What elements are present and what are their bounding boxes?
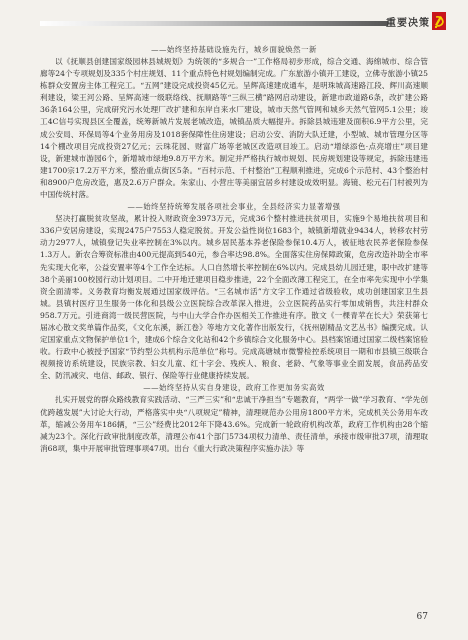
section-heading: ——始终坚持基础设施先行，城乡面貌焕然一新 bbox=[151, 45, 317, 54]
header-rule bbox=[40, 21, 388, 26]
page-header bbox=[40, 12, 446, 36]
article-body bbox=[40, 44, 428, 455]
paragraph: 以《抚顺县创建国家级园林县城规划》为统领的“多规合一”工作格局初步形成，综合交通、海绵城市、综合管廊等24个专项规划及335个村庄规划、11个重点特色村规划编制完成。广东旅游小镇开工建设，立佛寺旅游小镇25栋群众安置房主体工程完工。“五网”建设完成投资45亿元。呈辉高速建成通车，是明珠城高速路江段、辉川高速顺利建设，梁王河公路、呈辉高速一级联络线、抚顺路等“三纵三横”路网启动建设，新建市政道路6条，改扩建公路36条164公里，完成研究污水处理厂改扩建和东岸自来水厂建设，城市天然气管网和城乡天然气管网5.1公里；竣工4C信号实现县区全覆盖，统筹新城片发展老城改造，城镇品质大幅提升。拆除县城违建及面积6.9平方公里，完成公安局、环保局等4个业务用房及1018套保障性住房建设；启动公安、消防大队迁建，小型城、城市管理分区等14个棚改项目完成投资27亿元；云珠花园、财富广场等老城区改造项目竣工。启动“增绿添色·点亮增庄”项目建设，新建城市游园6个，新增城市绿地9.8万平方米。制定并严格执行城市规划、民房规划建设等规定，拆除违建违建1700宗17.2万平方米，整治重点街区5条。“百村示范、千村整治”工程顺利推进，完成6个示范村、43个整治村和8900户危房改造，惠及2.6万户群众。朱家山、小营庄等美丽宜居乡村建设成效明显。海镜、松元石门村被列为中国传统村落。 bbox=[40, 57, 428, 200]
section-heading: ——始终坚持从实自身建设，政府工作更加务实高效 bbox=[143, 383, 325, 393]
section-heading: ——始终坚持统筹发展各项社会事业，全县经济实力显著增强 bbox=[127, 202, 341, 212]
header-title: 重要决策 bbox=[386, 18, 430, 29]
page-number: 67 bbox=[416, 612, 428, 622]
party-emblem-icon bbox=[432, 12, 446, 30]
paragraph: 扎实开展党的群众路线教育实践活动、“三严三实”和“忠诚干净担当”专题教育，“两学一做”学习教育、“学先创优跨越发展”大讨论大行动，严格落实中央“八项规定”精神，清理规范办公用房1800平方米，完成机关公务用车改革，缩减公务用车186辆，“三公”经费比2012年下降43.6%。完成新一轮政府机构改革，政府工作机构由28个缩减为23个。深化行政审批制度改革，清理公布41个部门5734项权力清单、责任清单，承接市级审批37项，清理取消68项，集中开展审批管理事项47项。出台《重大行政决策程序实施办法》等 bbox=[40, 395, 428, 453]
paragraph: 坚决打赢脱贫攻坚战，累计投入财政资金3973万元，完成36个整村推进扶贫项目，实施9个易地扶贫项目和336户安居房建设，实现2475户7553人稳定脱贫。开发公益性岗位1683个，城镇新增就业9434人，转移农村劳动力2977人，城镇登记失业率控制在3%以内。城乡居民基本养老保险参保10.4万人，被征地农民养老保险参保1.3万人。新农合筹资标准由400元提高到540元，参合率达98.8%。全面落实住房保障政策，危房改造补助全市率先实现大化率，公益安置率等4个工作全达标。人口自然增长率控制在6%以内。完成县幼儿园迁建，职中改扩建等38个美丽100校园行动计划项目。二中开地迁建项目稳步推进，22个全面改薄工程完工，在全市率先实现中小学集资全面清零。义务教育均衡发展通过国家级评估。“三名城市活”方文字工作通过省级验收，成功创建国家卫生县城。县镇村医疗卫生服务一体化和县级公立医院综合改革深入推进，公立医院药品实行零加成销售，共注村群众958.7万元。引进商湾一级民营医院，与中山大学合作办医相关工作推进有序。散文《一棵青苹在长大》荣获第七届冰心散文奖单篇作品奖，《文化东溪，新江卷》等地方文化著作出版发行，《抚州剧精品文艺丛书》编撰完成。认定国家重点文物保护单位1个，建成6个综合文化站和42个乡镇综合文化服务中心。县档案馆通过国家二级档案馆验收。行政中心被授予国家“节约型公共机构示范单位”称号。完成高塘城市微警检控系统项目一期和市县镇三级联合视频接访系统建设，民族宗教、妇女儿童、红十字会、残疾人、粮食、老龄、气象等事业全面发展，食品药品安全、防汛减灾、电信、邮政、银行、保险等行业健康持续发展。 bbox=[40, 214, 428, 381]
